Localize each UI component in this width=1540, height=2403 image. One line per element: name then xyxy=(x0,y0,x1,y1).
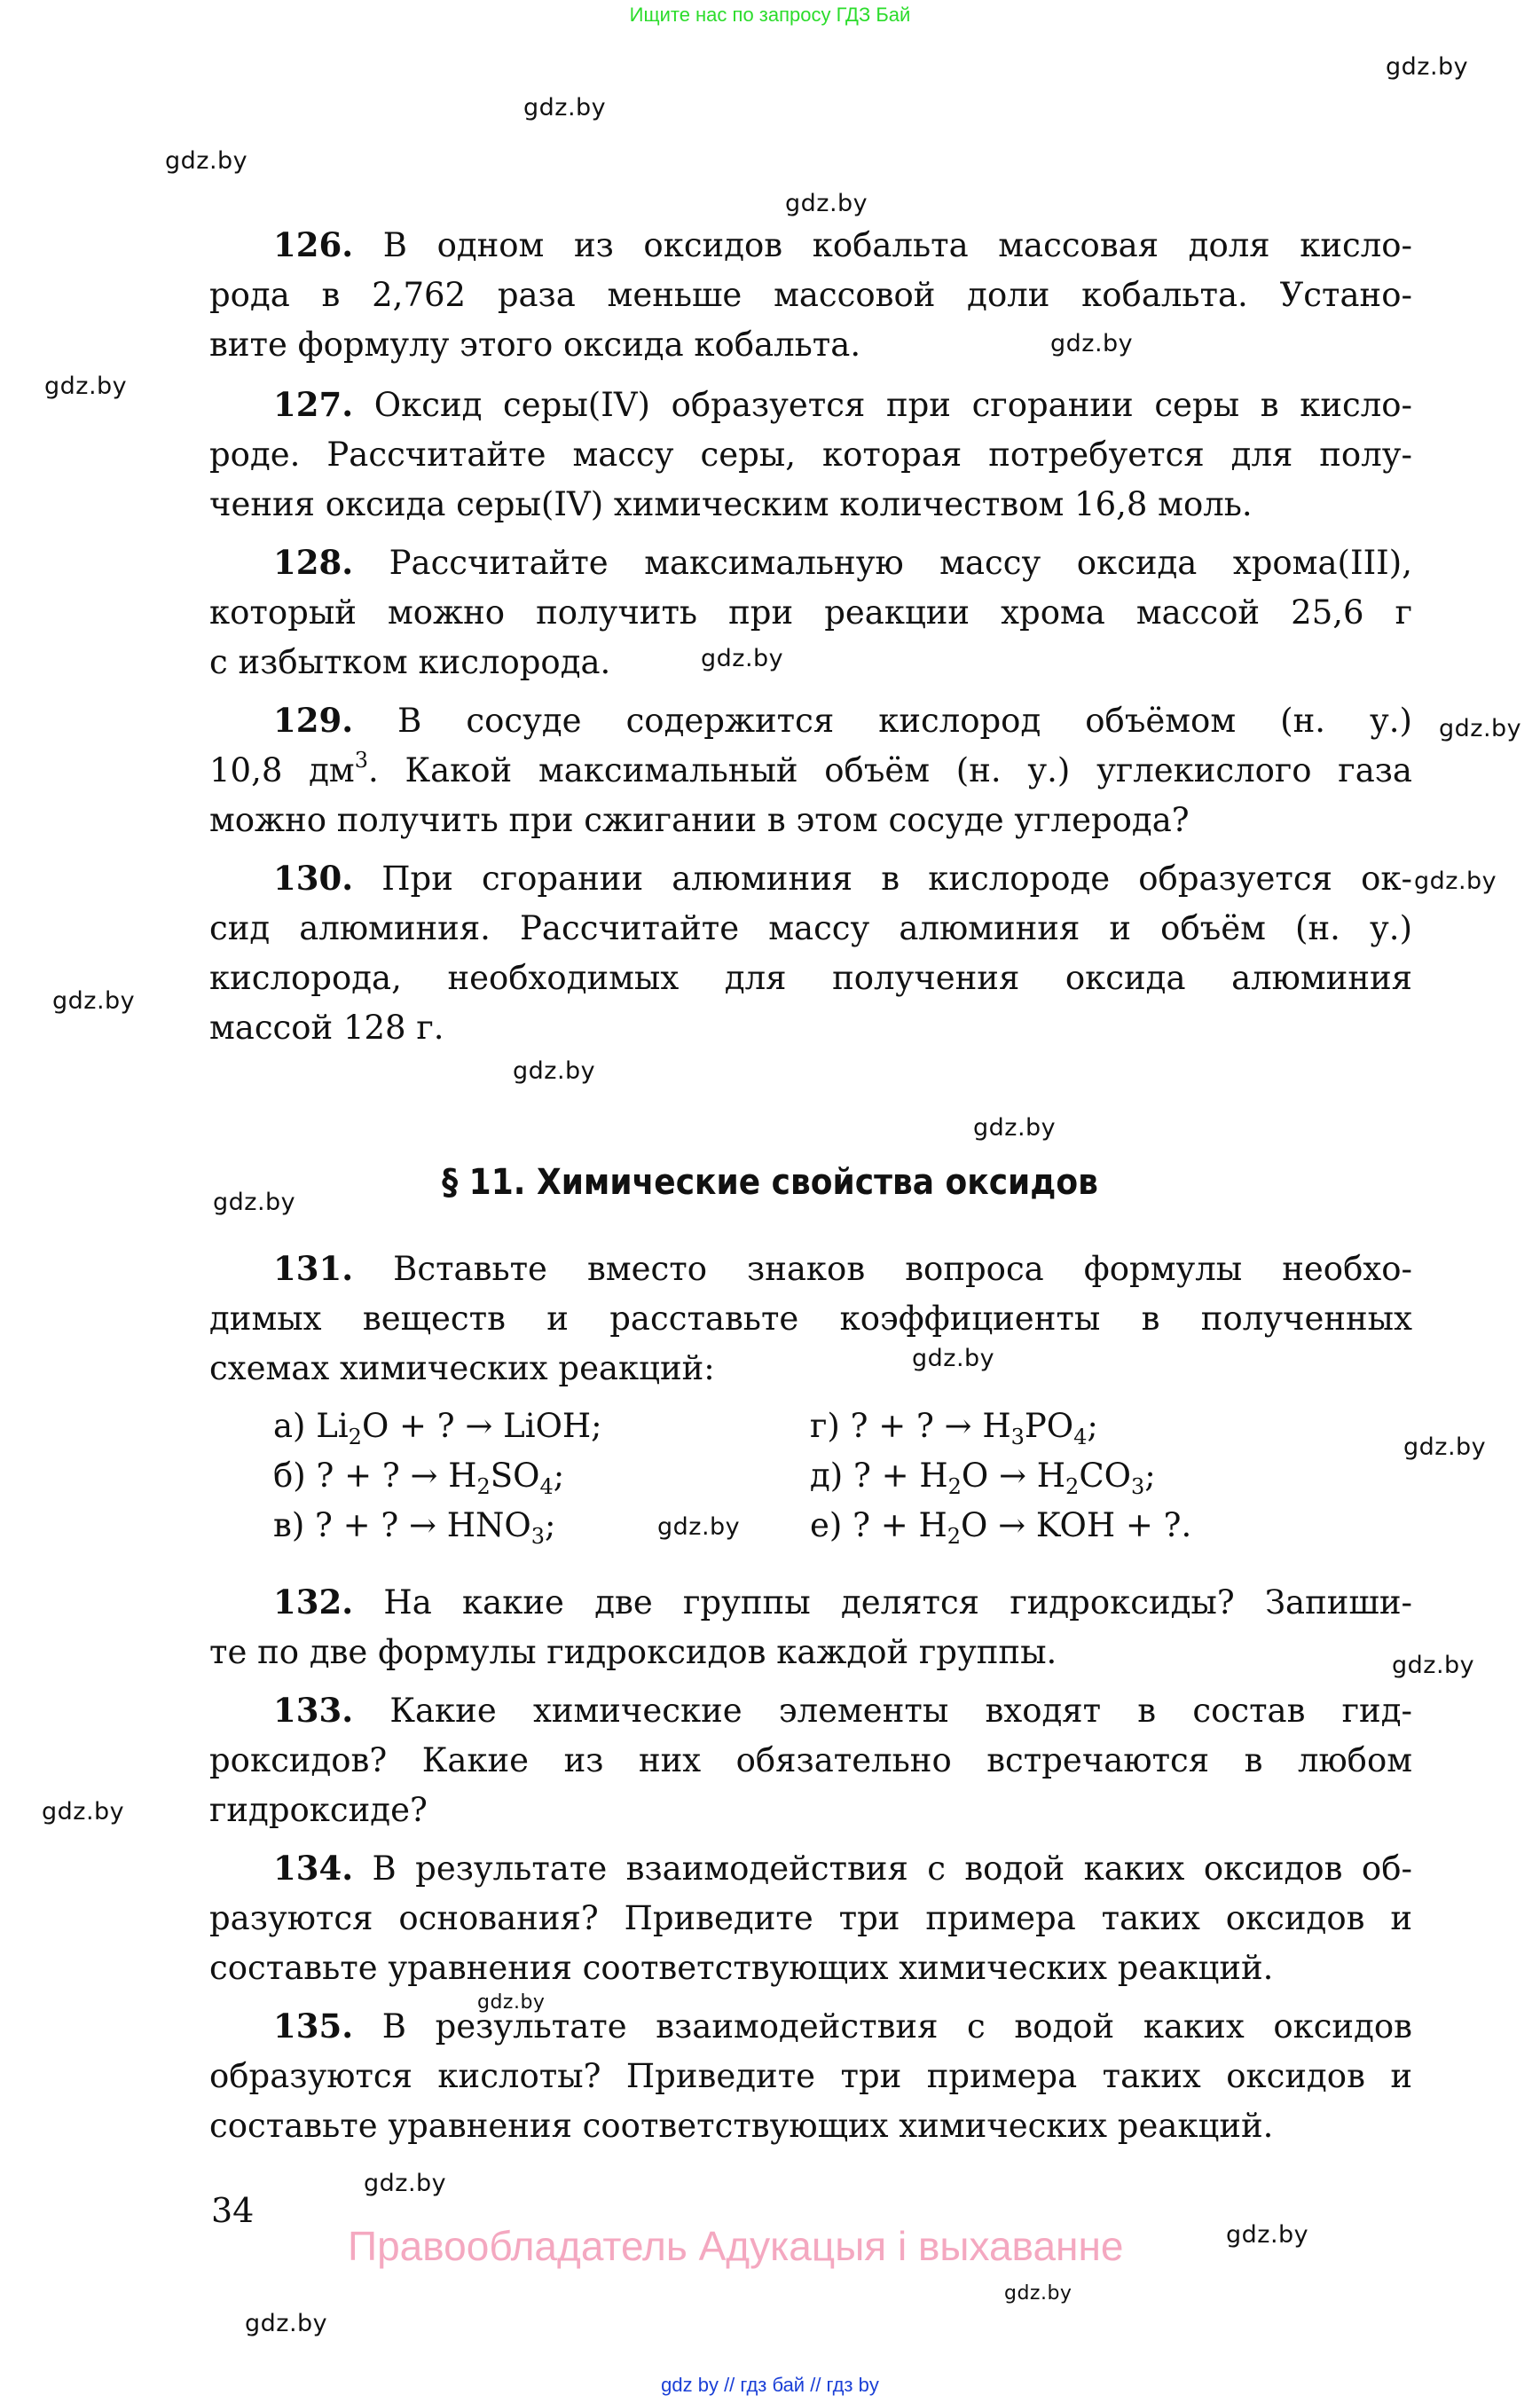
scheme-v: в) ? + ? → $HNO_3$; xyxy=(273,1506,556,1549)
problem-text: Рассчитайте максимальную массу оксида хрома(III), xyxy=(353,544,1412,582)
problem-126 xyxy=(209,220,1412,370)
problem-text: который можно получить при реакции хрома массой 25,6 г xyxy=(209,593,1412,632)
problem-text: рода в 2,762 раза меньше массовой доли кобальта. Устано- xyxy=(209,276,1412,314)
problem-text: чения оксида серы(IV) химическим количеством 16,8 моль. xyxy=(209,485,1253,523)
problem-number: 129. xyxy=(273,701,354,740)
problem-text: Оксид серы(IV) образуется при сгорании серы в кисло- xyxy=(353,386,1412,424)
problem-number: 126. xyxy=(273,225,354,264)
watermark: gdz.by xyxy=(912,1345,995,1372)
problem-number: 134. xyxy=(273,1849,354,1888)
problem-text: роде. Рассчитайте массу серы, которая потребуется для полу- xyxy=(209,436,1412,474)
watermark: gdz.by xyxy=(1439,715,1522,742)
problem-text: схемах химических реакций: xyxy=(209,1349,715,1387)
problem-134 xyxy=(209,1843,1412,1993)
section-title: § 11. Химические свойства оксидов xyxy=(442,1162,1098,1203)
problem-number: 127. xyxy=(273,385,354,424)
problem-text: роксидов? Какие из них обязательно встречаются в любом xyxy=(209,1741,1412,1779)
watermark: gdz.by xyxy=(513,1057,596,1085)
scheme-d: д) ? + $H_2O \to H_2CO_3$; xyxy=(810,1457,1156,1499)
footer-links[interactable]: gdz by // гдз бай // гдз by xyxy=(661,2374,879,2396)
watermark: gdz.by xyxy=(973,1114,1057,1142)
problem-text: При сгорании алюминия в кислороде образуется ок- xyxy=(353,860,1412,898)
problem-number: 131. xyxy=(273,1249,354,1288)
problem-text: На какие две группы делятся гидроксиды? Запиши- xyxy=(353,1583,1412,1622)
watermark: gdz.by xyxy=(213,1189,296,1216)
problem-text: вите формулу этого оксида кобальта. xyxy=(209,326,861,364)
watermark: gdz.by xyxy=(657,1513,741,1541)
search-note: Ищите нас по запросу ГДЗ Бай xyxy=(629,4,911,26)
problem-text: составьте уравнения соответствующих химических реакций. xyxy=(209,1949,1274,1987)
scheme-b: б) ? + ? → $H_2SO_4$; xyxy=(273,1457,565,1499)
scheme-a: а) $Li_2O$ + ? → LiOH; xyxy=(273,1407,602,1449)
watermark: gdz.by xyxy=(245,2310,328,2337)
problem-129 xyxy=(209,695,1412,845)
problem-number: 130. xyxy=(273,859,354,898)
problem-text: массой 128 г. xyxy=(209,1009,444,1047)
watermark: gdz.by xyxy=(1403,1433,1487,1461)
problem-text: В сосуде содержится кислород объёмом (н. у.) xyxy=(353,702,1412,740)
problem-130 xyxy=(209,853,1412,1053)
watermark: gdz.by xyxy=(701,645,784,672)
problem-text: разуются основания? Приведите три примера таких оксидов и xyxy=(209,1899,1412,1937)
problem-text: В одном из оксидов кобальта массовая доля кисло- xyxy=(353,226,1412,264)
watermark: gdz.by xyxy=(52,987,136,1015)
problem-132 xyxy=(209,1577,1412,1677)
problem-135 xyxy=(209,2001,1412,2151)
problem-text: можно получить при сжигании в этом сосуде углерода? xyxy=(209,801,1190,839)
problem-text: димых веществ и расставьте коэффициенты в полученных xyxy=(209,1300,1412,1338)
problem-131 xyxy=(209,1244,1412,1394)
scheme-e: е) ? + $H_2O$ → KOH + ?. xyxy=(810,1506,1192,1549)
problem-text: В результате взаимодействия с водой каких оксидов об- xyxy=(353,1849,1412,1888)
problem-127 xyxy=(209,380,1412,530)
watermark: gdz.by xyxy=(42,1798,125,1826)
problem-text: В результате взаимодействия с водой каких оксидов xyxy=(353,2007,1412,2046)
watermark: gdz.by xyxy=(364,2170,447,2197)
problem-number: 132. xyxy=(273,1582,354,1622)
watermark: gdz.by xyxy=(165,147,248,175)
copyright-notice: Правообладатель Адукацыя і выхаванне xyxy=(348,2223,1124,2269)
watermark: gdz.by xyxy=(1414,868,1497,895)
problem-text: составьте уравнения соответствующих химических реакций. xyxy=(209,2107,1274,2145)
watermark: gdz.by xyxy=(1226,2221,1309,2249)
watermark: gdz.by xyxy=(477,1991,546,2014)
watermark: gdz.by xyxy=(1004,2282,1072,2305)
watermark: gdz.by xyxy=(1050,330,1134,357)
problem-number: 135. xyxy=(273,2006,354,2046)
page-number: 34 xyxy=(211,2191,255,2230)
problem-text: те по две формулы гидроксидов каждой группы. xyxy=(209,1633,1057,1671)
reaction-schemes xyxy=(273,1402,1347,1551)
watermark: gdz.by xyxy=(785,190,868,217)
problem-text: образуются кислоты? Приведите три примера таких оксидов и xyxy=(209,2057,1412,2095)
problem-text: гидроксиде? xyxy=(209,1791,428,1829)
problem-text: сид алюминия. Рассчитайте массу алюминия и объём (н. у.) xyxy=(209,909,1412,947)
problem-133 xyxy=(209,1685,1412,1835)
problem-number: 133. xyxy=(273,1691,354,1730)
watermark: gdz.by xyxy=(523,94,607,122)
watermark: gdz.by xyxy=(1392,1652,1475,1679)
problem-text: 10,8 $дм^3$. Какой максимальный объём (н. у.) углекислого газа xyxy=(209,748,1412,789)
scheme-g: г) ? + ? → $H_3PO_4$; xyxy=(810,1407,1098,1449)
watermark: gdz.by xyxy=(1386,53,1469,81)
problem-text: с избытком кислорода. xyxy=(209,643,611,681)
problem-text: Какие химические элементы входят в состав гид- xyxy=(353,1692,1412,1730)
problem-number: 128. xyxy=(273,543,354,582)
problem-text: Вставьте вместо знаков вопроса формулы необхо- xyxy=(353,1250,1412,1288)
problem-128 xyxy=(209,538,1412,687)
watermark: gdz.by xyxy=(44,373,128,400)
problem-text: кислорода, необходимых для получения оксида алюминия xyxy=(209,959,1412,997)
